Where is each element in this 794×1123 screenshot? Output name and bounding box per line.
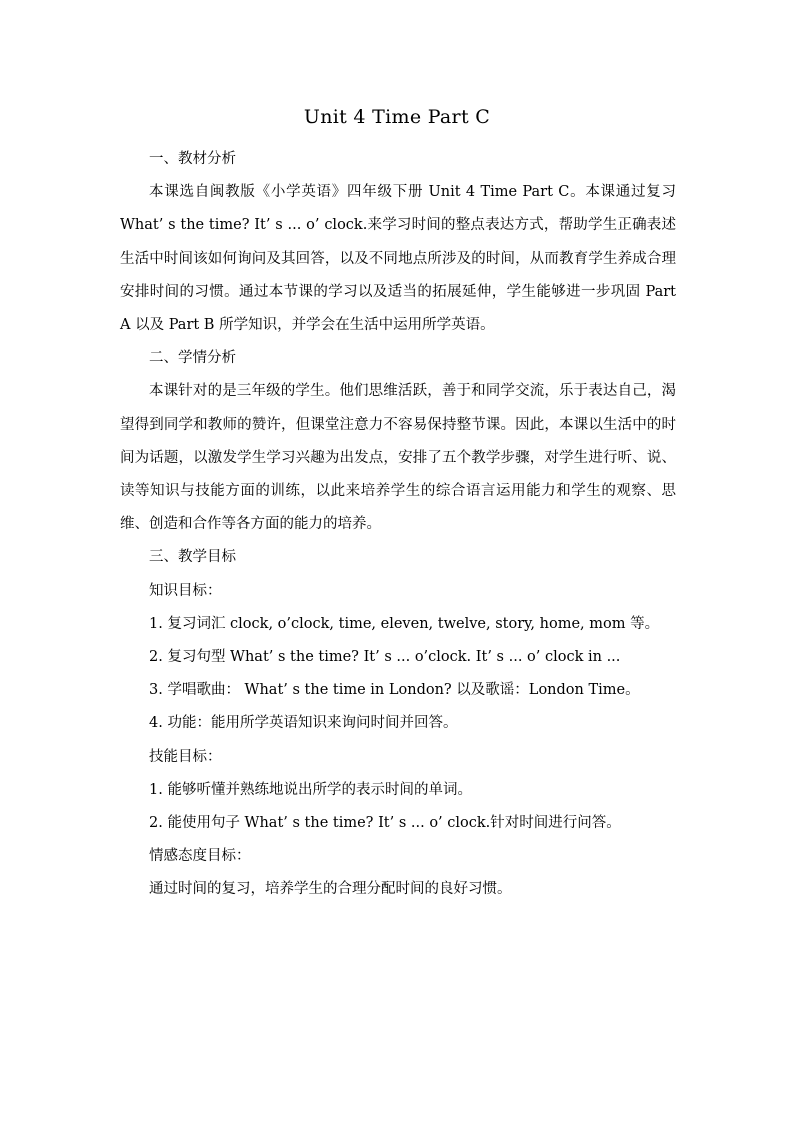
paragraph-learner: 本课针对的是三年级的学生。他们思维活跃，善于和同学交流，乐于表达自己，渴望得到同学和教师的赞许，但课堂注意力不容易保持整节课。因此，本课以生活中的时间为话题，以激发学生学习兴趣为出发点，安排了五个教学步骤，对学生进行听、说、读等知识与技能方面的训练，以此来培养学生的综合语言运用能力和学生的观察、思维、创造和合作等各方面的能力的培养。 bbox=[120, 383, 676, 533]
section-heading-goals: 三、教学目标 bbox=[149, 549, 236, 566]
skill-item-2: 2. 能使用句子 What’ s the time? It’ s ... o’ clock.针对时间进行问答。 bbox=[149, 815, 621, 832]
section-heading-learner: 二、学情分析 bbox=[149, 350, 236, 367]
skill-item-1: 1. 能够听懂并熟练地说出所学的表示时间的单词。 bbox=[149, 781, 472, 798]
subheading-emotion: 情感态度目标： bbox=[149, 848, 251, 865]
knowledge-item-2: 2. 复习句型 What’ s the time? It’ s ... o’clock. It’ s ... o’ clock in ... bbox=[149, 649, 621, 666]
section-heading-analysis: 一、教材分析 bbox=[149, 151, 236, 167]
knowledge-item-1: 1. 复习词汇 clock, o’clock, time, eleven, twelve, story, home, mom 等。 bbox=[149, 615, 660, 632]
knowledge-item-3: 3. 学唱歌曲： What’ s the time in London? 以及歌谣：London Time。 bbox=[149, 682, 640, 699]
document-title: Unit 4 Time Part C bbox=[303, 106, 491, 128]
subheading-knowledge: 知识目标： bbox=[149, 582, 222, 599]
document-body bbox=[120, 143, 676, 907]
knowledge-item-4: 4. 功能：能用所学英语知识来询问时间并回答。 bbox=[149, 715, 458, 732]
paragraph-analysis: 本课选自闽教版《小学英语》四年级下册 Unit 4 Time Part C。本课通过复习 What’ s the time? It’ s ... o’ clock.来学习时间的整点表达方式，帮助学生正确表述生活中时间该如何询问及其回答，以及不同地点所涉及的时间，从而教育学生养成合理安排时间的习惯。通过本节课的学习以及适当的拓展延伸，学生能够进一步巩固 Part A 以及 Part B 所学知识，并学会在生活中运用所学英语。 bbox=[120, 184, 676, 334]
paragraph-emotion: 通过时间的复习，培养学生的合理分配时间的良好习惯。 bbox=[149, 881, 512, 898]
subheading-skill: 技能目标： bbox=[149, 748, 222, 765]
